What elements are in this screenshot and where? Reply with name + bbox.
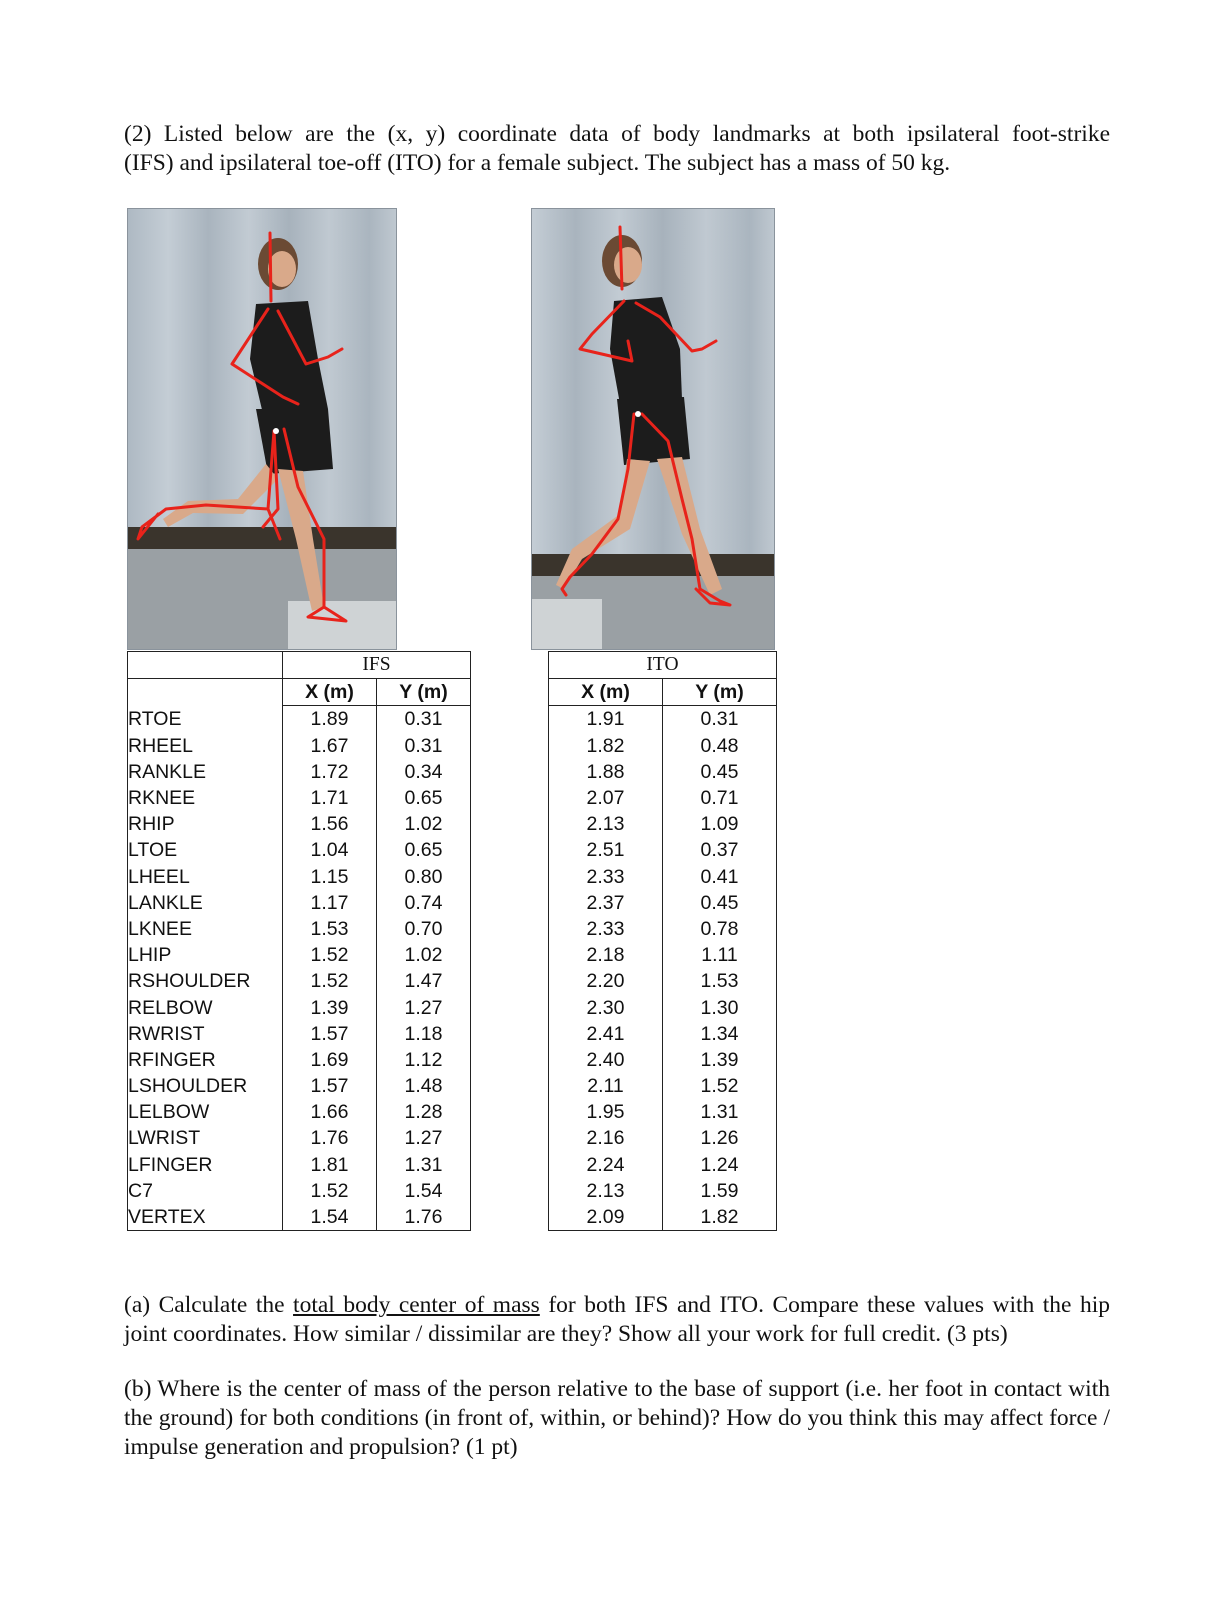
landmark-name: LHEEL — [128, 864, 283, 890]
ifs-x-value: 1.76 — [283, 1125, 377, 1151]
ifs-x-value: 1.66 — [283, 1099, 377, 1125]
question-b — [124, 1375, 1110, 1462]
ito-y-value: 0.41 — [663, 864, 777, 890]
ifs-y-value: 0.80 — [377, 864, 471, 890]
ifs-x-value: 1.15 — [283, 864, 377, 890]
ito-x-value: 2.18 — [549, 942, 663, 968]
landmark-name: LTOE — [128, 837, 283, 863]
ito-table-row — [549, 785, 777, 811]
question-a-suffix: for both IFS and ITO. Compare these values with the hip joint coordinates. How similar / dissimilar are they? Show all your work for full credit. (3 pts) — [124, 1292, 1111, 1347]
ito-y-value: 1.34 — [663, 1021, 777, 1047]
ifs-table-row — [128, 994, 471, 1020]
intro-line-1: (2) Listed below are the (x, y) coordinate data of body landmarks at both ipsilateral foot-strike — [124, 121, 1110, 147]
ifs-coordinate-table — [127, 651, 471, 1231]
ifs-x-value: 1.17 — [283, 890, 377, 916]
landmark-name: LANKLE — [128, 890, 283, 916]
ito-y-value: 0.71 — [663, 785, 777, 811]
ito-x-value: 1.88 — [549, 759, 663, 785]
landmark-name: C7 — [128, 1178, 283, 1204]
ifs-title: IFS — [283, 652, 471, 679]
ifs-table-row — [128, 1073, 471, 1099]
ito-table-row — [549, 1152, 777, 1178]
ito-table-row — [549, 1099, 777, 1125]
ito-table-row — [549, 733, 777, 759]
ifs-y-value: 1.27 — [377, 1125, 471, 1151]
ito-x-value: 1.91 — [549, 706, 663, 733]
ito-x-value: 2.13 — [549, 1178, 663, 1204]
landmark-name: RHEEL — [128, 733, 283, 759]
ifs-table-row — [128, 706, 471, 733]
ito-y-value: 1.30 — [663, 994, 777, 1020]
ifs-table-row — [128, 968, 471, 994]
ito-table-row — [549, 1073, 777, 1099]
ito-table-row — [549, 942, 777, 968]
ito-y-value: 1.59 — [663, 1178, 777, 1204]
ito-x-value: 1.95 — [549, 1099, 663, 1125]
landmark-name: LELBOW — [128, 1099, 283, 1125]
landmark-name: RTOE — [128, 706, 283, 733]
landmark-name: RWRIST — [128, 1021, 283, 1047]
ifs-x-value: 1.69 — [283, 1047, 377, 1073]
ifs-y-value: 0.70 — [377, 916, 471, 942]
ifs-y-value: 0.65 — [377, 837, 471, 863]
ifs-y-value: 0.34 — [377, 759, 471, 785]
ito-table-row — [549, 1204, 777, 1231]
ito-x-value: 1.82 — [549, 733, 663, 759]
ifs-table-row — [128, 864, 471, 890]
ito-coordinate-table — [548, 651, 777, 1231]
ifs-table-row — [128, 1204, 471, 1231]
ito-x-value: 2.37 — [549, 890, 663, 916]
ito-x-value: 2.41 — [549, 1021, 663, 1047]
ito-y-value: 1.53 — [663, 968, 777, 994]
ito-y-value: 0.45 — [663, 759, 777, 785]
ito-table-row — [549, 1178, 777, 1204]
ito-x-value: 2.51 — [549, 837, 663, 863]
ifs-y-value: 1.47 — [377, 968, 471, 994]
ifs-x-header: X (m) — [283, 679, 377, 706]
ifs-x-value: 1.54 — [283, 1204, 377, 1231]
landmark-name: VERTEX — [128, 1204, 283, 1231]
ito-x-value: 2.24 — [549, 1152, 663, 1178]
ifs-y-value: 1.02 — [377, 942, 471, 968]
ito-table-row — [549, 968, 777, 994]
ito-y-value: 1.31 — [663, 1099, 777, 1125]
ifs-table-row — [128, 942, 471, 968]
ifs-y-value: 1.31 — [377, 1152, 471, 1178]
intro-paragraph — [124, 120, 1110, 178]
ifs-y-header: Y (m) — [377, 679, 471, 706]
ifs-y-value: 1.12 — [377, 1047, 471, 1073]
ito-title: ITO — [549, 652, 777, 679]
ifs-x-value: 1.53 — [283, 916, 377, 942]
landmark-name: RKNEE — [128, 785, 283, 811]
ito-table-row — [549, 837, 777, 863]
landmark-name: LFINGER — [128, 1152, 283, 1178]
intro-line-2: (IFS) and ipsilateral toe-off (ITO) for a female subject. The subject has a mass of 50 kg. — [124, 150, 951, 176]
ifs-table-row — [128, 1047, 471, 1073]
ifs-x-value: 1.39 — [283, 994, 377, 1020]
ifs-table-row — [128, 837, 471, 863]
ito-y-value: 0.31 — [663, 706, 777, 733]
ito-x-value: 2.16 — [549, 1125, 663, 1151]
ito-table-row — [549, 864, 777, 890]
ifs-corner-cell — [128, 652, 283, 679]
ito-table-row — [549, 916, 777, 942]
ito-y-value: 1.11 — [663, 942, 777, 968]
question-a — [124, 1291, 1110, 1349]
ito-x-value: 2.33 — [549, 864, 663, 890]
ifs-x-value: 1.04 — [283, 837, 377, 863]
ito-x-value: 2.20 — [549, 968, 663, 994]
landmark-name: RANKLE — [128, 759, 283, 785]
question-a-underlined: total body center of mass — [293, 1292, 540, 1318]
landmark-name: LWRIST — [128, 1125, 283, 1151]
ito-table-row — [549, 1021, 777, 1047]
ifs-table-row — [128, 1178, 471, 1204]
ifs-x-value: 1.52 — [283, 968, 377, 994]
ifs-y-value: 0.31 — [377, 706, 471, 733]
ito-y-value: 1.82 — [663, 1204, 777, 1231]
landmark-name: RHIP — [128, 811, 283, 837]
ifs-x-value: 1.57 — [283, 1021, 377, 1047]
ito-x-value: 2.09 — [549, 1204, 663, 1231]
ito-table-row — [549, 1047, 777, 1073]
ifs-x-value: 1.52 — [283, 942, 377, 968]
ito-x-value: 2.40 — [549, 1047, 663, 1073]
ifs-x-value: 1.89 — [283, 706, 377, 733]
ifs-x-value: 1.52 — [283, 1178, 377, 1204]
ito-y-header: Y (m) — [663, 679, 777, 706]
ifs-table-row — [128, 916, 471, 942]
ifs-x-value: 1.67 — [283, 733, 377, 759]
ito-y-value: 0.78 — [663, 916, 777, 942]
ito-y-value: 0.45 — [663, 890, 777, 916]
landmark-name: RFINGER — [128, 1047, 283, 1073]
ifs-runner-illustration — [128, 209, 396, 649]
landmark-name: LSHOULDER — [128, 1073, 283, 1099]
ifs-table-row — [128, 1021, 471, 1047]
ifs-table-row — [128, 759, 471, 785]
ifs-y-value: 1.48 — [377, 1073, 471, 1099]
ifs-y-value: 1.18 — [377, 1021, 471, 1047]
ito-y-value: 0.48 — [663, 733, 777, 759]
ito-x-value: 2.33 — [549, 916, 663, 942]
ito-table-row — [549, 706, 777, 733]
ito-y-value: 1.09 — [663, 811, 777, 837]
ito-table-row — [549, 759, 777, 785]
ifs-table-row — [128, 1125, 471, 1151]
ifs-y-value: 1.76 — [377, 1204, 471, 1231]
ifs-y-value: 0.65 — [377, 785, 471, 811]
ito-runner-photo — [531, 208, 775, 650]
ifs-table-row — [128, 890, 471, 916]
ito-x-value: 2.13 — [549, 811, 663, 837]
ifs-x-value: 1.72 — [283, 759, 377, 785]
ifs-table-row — [128, 811, 471, 837]
ifs-runner-photo — [127, 208, 397, 650]
ito-table-row — [549, 1125, 777, 1151]
landmark-name: RELBOW — [128, 994, 283, 1020]
ifs-y-value: 1.02 — [377, 811, 471, 837]
landmark-name: LKNEE — [128, 916, 283, 942]
ifs-x-value: 1.71 — [283, 785, 377, 811]
ifs-blank-header — [128, 679, 283, 706]
ifs-x-value: 1.81 — [283, 1152, 377, 1178]
ifs-table-row — [128, 1099, 471, 1125]
ito-y-value: 1.39 — [663, 1047, 777, 1073]
ifs-x-value: 1.57 — [283, 1073, 377, 1099]
question-a-prefix: (a) Calculate the — [124, 1292, 294, 1318]
ifs-table-row — [128, 785, 471, 811]
ito-runner-illustration — [532, 209, 774, 649]
landmark-name: LHIP — [128, 942, 283, 968]
ifs-table-row — [128, 733, 471, 759]
ifs-y-value: 1.54 — [377, 1178, 471, 1204]
ito-table-row — [549, 890, 777, 916]
ifs-y-value: 1.28 — [377, 1099, 471, 1125]
ito-x-header: X (m) — [549, 679, 663, 706]
ifs-y-value: 0.74 — [377, 890, 471, 916]
ito-x-value: 2.07 — [549, 785, 663, 811]
ito-table-row — [549, 811, 777, 837]
ito-table-row — [549, 994, 777, 1020]
ito-y-value: 1.24 — [663, 1152, 777, 1178]
ifs-table-row — [128, 1152, 471, 1178]
ifs-x-value: 1.56 — [283, 811, 377, 837]
ito-x-value: 2.30 — [549, 994, 663, 1020]
question-b-text: (b) Where is the center of mass of the person relative to the base of support (i.e. her foot in contact with the ground) for both conditions (in front of, within, or behind)? How do you think this may affect force / impulse generation and propulsion? (1 pt) — [124, 1376, 1110, 1460]
ifs-y-value: 0.31 — [377, 733, 471, 759]
ito-x-value: 2.11 — [549, 1073, 663, 1099]
ito-y-value: 0.37 — [663, 837, 777, 863]
ito-y-value: 1.26 — [663, 1125, 777, 1151]
ifs-y-value: 1.27 — [377, 994, 471, 1020]
landmark-name: RSHOULDER — [128, 968, 283, 994]
ito-y-value: 1.52 — [663, 1073, 777, 1099]
